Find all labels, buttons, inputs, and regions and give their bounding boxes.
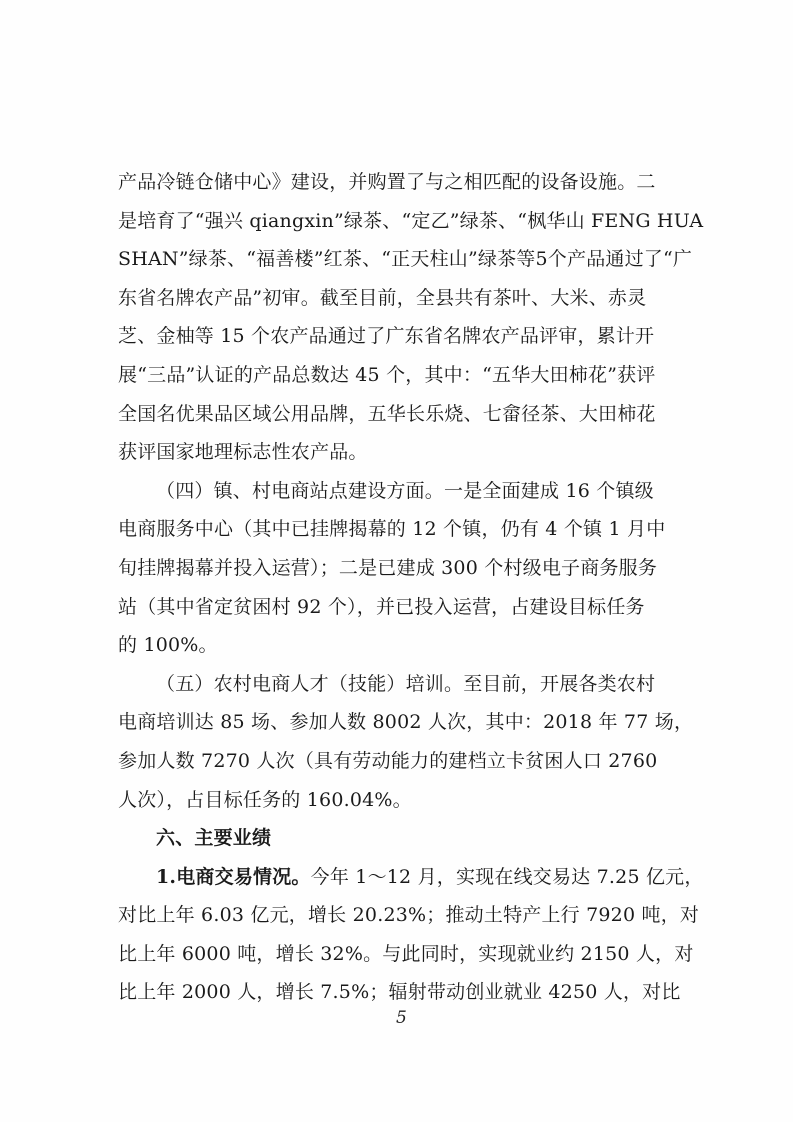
text-line: 旬挂牌揭幕并投入运营）；二是已建成 300 个村级电子商务服务 bbox=[118, 556, 658, 579]
document-body bbox=[118, 163, 704, 1012]
page-number: 5 bbox=[396, 1008, 407, 1028]
text-line: 是培育了“强兴 qiangxin”绿茶、“定乙”绿茶、“枫华山 FENG HUA bbox=[118, 209, 704, 232]
text-line: 站（其中省定贫困村 92 个），并已投入运营，占建设目标任务 bbox=[118, 595, 645, 618]
section-four-line: （四）镇、村电商站点建设方面。一是全面建成 16 个镇级 bbox=[156, 479, 654, 502]
text-line: 对比上年 6.03 亿元，增长 20.23%；推动土特产上行 7920 吨，对 bbox=[118, 904, 700, 927]
text-line: 的 100%。 bbox=[118, 634, 218, 657]
section-heading: 六、主要业绩 bbox=[156, 827, 272, 850]
text-line: 电商培训达 85 场、参加人数 8002 人次，其中：2018 年 77 场， bbox=[118, 711, 694, 734]
text-line: 产品冷链仓储中心》建设，并购置了与之相匹配的设备设施。二 bbox=[118, 171, 656, 193]
text-line: SHAN”绿茶、“福善楼”红茶、“正天柱山”绿茶等5个产品通过了“广 bbox=[118, 248, 693, 271]
text-line: 东省名牌农产品”初审。截至目前，全县共有茶叶、大米、赤灵 bbox=[118, 286, 647, 309]
text-line: 比上年 6000 吨，增长 32%。与此同时，实现就业约 2150 人，对 bbox=[118, 942, 694, 965]
text-span: 今年 1～12 月，实现在线交易达 7.25 亿元， bbox=[310, 865, 704, 888]
subheading-label: 1.电商交易情况。 bbox=[156, 865, 311, 888]
text-line: 电商服务中心（其中已挂牌揭幕的 12 个镇，仍有 4 个镇 1 月中 bbox=[118, 518, 666, 541]
text-line: 比上年 2000 人，增长 7.5%；辐射带动创业就业 4250 人，对比 bbox=[118, 981, 681, 1004]
text-line: 人次），占目标任务的 160.04%。 bbox=[118, 788, 412, 811]
text-line: 获评国家地理标志性农产品。 bbox=[118, 441, 368, 464]
text-line: 展“三品”认证的产品总数达 45 个，其中：“五华大田柿花”获评 bbox=[118, 363, 656, 386]
section-five-line: （五）农村电商人才（技能）培训。至目前，开展各类农村 bbox=[156, 672, 656, 695]
text-line: 参加人数 7270 人次（具有劳动能力的建档立卡贫困人口 2760 bbox=[118, 749, 658, 772]
text-line: 全国名优果品区域公用品牌，五华长乐烧、七畲径茶、大田柿花 bbox=[118, 402, 656, 425]
text-line bbox=[118, 858, 704, 897]
text-line: 芝、金柚等 15 个农产品通过了广东省名牌农产品评审，累计开 bbox=[118, 325, 655, 348]
